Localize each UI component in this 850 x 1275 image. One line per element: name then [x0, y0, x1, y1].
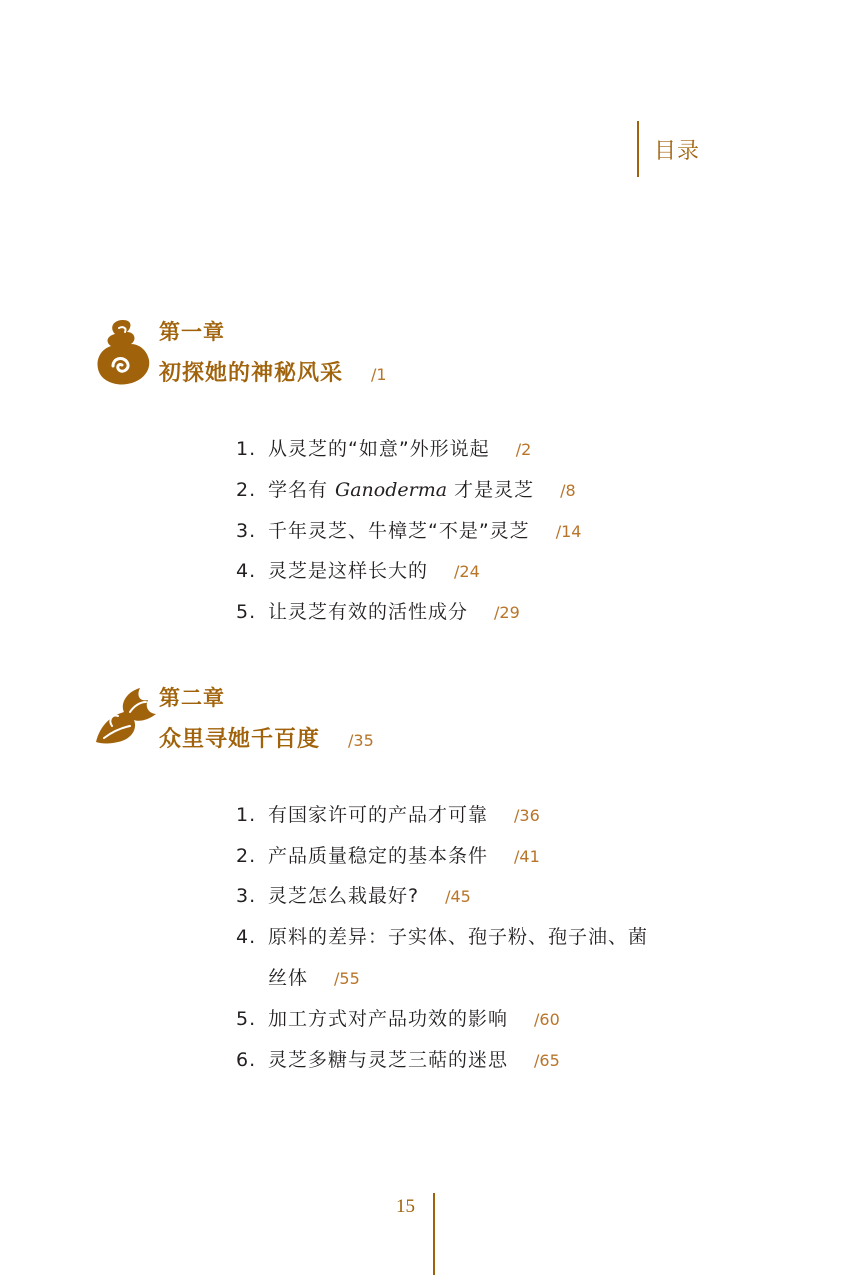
entry-text: 灵芝是这样长大的 [268, 560, 429, 582]
toc-entry[interactable] [236, 597, 520, 624]
chapter-page-ref: /1 [371, 365, 387, 384]
toc-entry[interactable] [236, 434, 531, 461]
entry-number: 5. [236, 601, 257, 623]
entry-number: 1. [236, 804, 257, 826]
entry-number: 2. [236, 479, 257, 501]
entry-number: 4. [236, 560, 257, 582]
entry-page-ref: /60 [534, 1010, 560, 1029]
entry-page-ref: /65 [534, 1051, 560, 1070]
entry-page-ref: /8 [560, 481, 576, 500]
toc-entry[interactable] [236, 475, 576, 502]
toc-entry[interactable] [236, 1004, 560, 1031]
entry-page-ref: /45 [445, 887, 471, 906]
entry-page-ref: /41 [514, 847, 540, 866]
chapter-label: 第二章 [159, 686, 225, 710]
entry-text: 让灵芝有效的活性成分 [268, 601, 469, 623]
entry-number: 4. [236, 926, 257, 948]
entry-text: 产品质量稳定的基本条件 [268, 845, 489, 867]
gourd-ruyi-icon [93, 316, 153, 386]
footer-divider [433, 1193, 435, 1275]
entry-number: 3. [236, 885, 257, 907]
toc-entry[interactable] [236, 556, 480, 583]
entry-text: 丝体 [268, 967, 309, 989]
entry-page-ref: /24 [454, 562, 480, 581]
toc-entry-continuation[interactable] [236, 963, 360, 990]
toc-entry[interactable] [236, 800, 540, 827]
entry-page-ref: /2 [515, 440, 532, 459]
chapter-title[interactable] [159, 722, 374, 753]
entry-text: 灵芝怎么栽最好? [268, 885, 420, 907]
entry-page-ref: /29 [494, 603, 520, 622]
chapter-title[interactable] [159, 356, 387, 387]
entry-text: 千年灵芝、牛樟芝“不是”灵芝 [268, 520, 530, 542]
page-title: 目录 [654, 139, 701, 164]
entry-number: 1. [236, 438, 257, 460]
entry-number: 2. [236, 845, 257, 867]
entry-number: 5. [236, 1008, 257, 1030]
entry-text-prefix: 学名有 [268, 479, 336, 501]
entry-page-ref: /36 [514, 806, 540, 825]
chapter-label: 第一章 [159, 320, 225, 344]
entry-text: 有国家许可的产品才可靠 [268, 804, 489, 826]
page-number: 15 [396, 1196, 415, 1217]
toc-entry[interactable] [236, 922, 648, 949]
header-divider [637, 121, 639, 177]
toc-entry[interactable] [236, 1045, 560, 1072]
entry-text: 原料的差异：子实体、孢子粉、孢子油、菌 [268, 926, 649, 948]
entry-number: 3. [236, 520, 257, 542]
entry-number: 6. [236, 1049, 257, 1071]
chapter-page-ref: /35 [348, 731, 374, 750]
entry-text: 灵芝多糖与灵芝三萜的迷思 [268, 1049, 509, 1071]
chapter-title-text: 众里寻她千百度 [159, 727, 321, 752]
toc-entry[interactable] [236, 516, 581, 543]
chapter-title-text: 初探她的神秘风采 [159, 361, 344, 386]
leaf-swirl-icon [90, 682, 158, 748]
entry-page-ref: /55 [334, 969, 360, 988]
entry-text: 从灵芝的“如意”外形说起 [268, 438, 490, 460]
entry-latin-name: Ganoderma [335, 479, 448, 501]
entry-text: 加工方式对产品功效的影响 [268, 1008, 509, 1030]
entry-text-suffix: 才是灵芝 [447, 479, 535, 501]
entry-page-ref: /14 [555, 522, 582, 541]
toc-entry[interactable] [236, 881, 471, 908]
toc-entry[interactable] [236, 841, 540, 868]
